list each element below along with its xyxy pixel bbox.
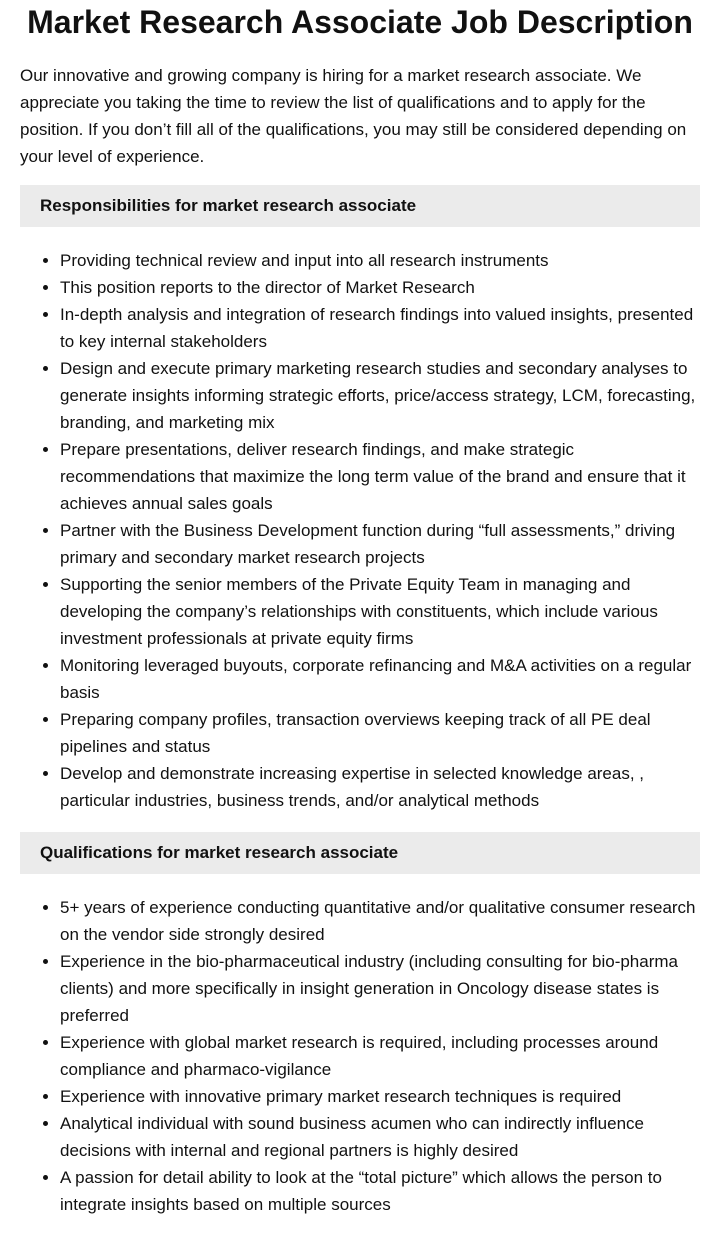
list-item: • In-depth analysis and integration of research findings into valued insights, presented to key internal stakeholders xyxy=(60,301,700,355)
list-item: • Develop and demonstrate increasing expertise in selected knowledge areas, , particular industries, business trends, and/or analytical methods xyxy=(60,760,700,814)
responsibilities-list xyxy=(20,247,700,814)
section-spacer xyxy=(20,814,700,832)
list-item: • Monitoring leveraged buyouts, corporate refinancing and M&A activities on a regular basis xyxy=(60,652,700,706)
qualifications-heading: Qualifications for market research associate xyxy=(20,832,700,874)
list-item: • Providing technical review and input into all research instruments xyxy=(60,247,700,274)
intro-paragraph: Our innovative and growing company is hiring for a market research associate. We appreciate you taking the time to review the list of qualifications and to apply for the position. If you don’t fill all of the qualifications, you may still be considered depending on your level of experience. xyxy=(20,66,687,166)
qualifications-list xyxy=(20,894,700,1218)
list-item: • A passion for detail ability to look at the “total picture” which allows the person to integrate insights based on multiple sources xyxy=(60,1164,700,1218)
list-item: • Supporting the senior members of the Private Equity Team in managing and developing the company’s relationships with constituents, which include various investment professionals at private equity firms xyxy=(60,571,700,652)
list-item: • 5+ years of experience conducting quantitative and/or qualitative consumer research on the vendor side strongly desired xyxy=(60,894,700,948)
list-item: • Experience with global market research is required, including processes around compliance and pharmaco-vigilance xyxy=(60,1029,700,1083)
responsibilities-heading: Responsibilities for market research associate xyxy=(20,185,700,227)
list-item: • Design and execute primary marketing research studies and secondary analyses to generate insights informing strategic efforts, price/access strategy, LCM, forecasting, branding, and marketing mix xyxy=(60,355,700,436)
list-item: • Prepare presentations, deliver research findings, and make strategic recommendations that maximize the long term value of the brand and ensure that it achieves annual sales goals xyxy=(60,436,700,517)
list-item: • Analytical individual with sound business acumen who can indirectly influence decisions with internal and regional partners is highly desired xyxy=(60,1110,700,1164)
page-title: Market Research Associate Job Description xyxy=(27,4,693,40)
list-item: • Experience with innovative primary market research techniques is required xyxy=(60,1083,700,1110)
list-item: • Partner with the Business Development function during “full assessments,” driving primary and secondary market research projects xyxy=(60,517,700,571)
list-item: • This position reports to the director of Market Research xyxy=(60,274,700,301)
list-item: • Experience in the bio-pharmaceutical industry (including consulting for bio-pharma clients) and more specifically in insight generation in Oncology disease states is preferred xyxy=(60,948,700,1029)
list-item: • Preparing company profiles, transaction overviews keeping track of all PE deal pipelines and status xyxy=(60,706,700,760)
